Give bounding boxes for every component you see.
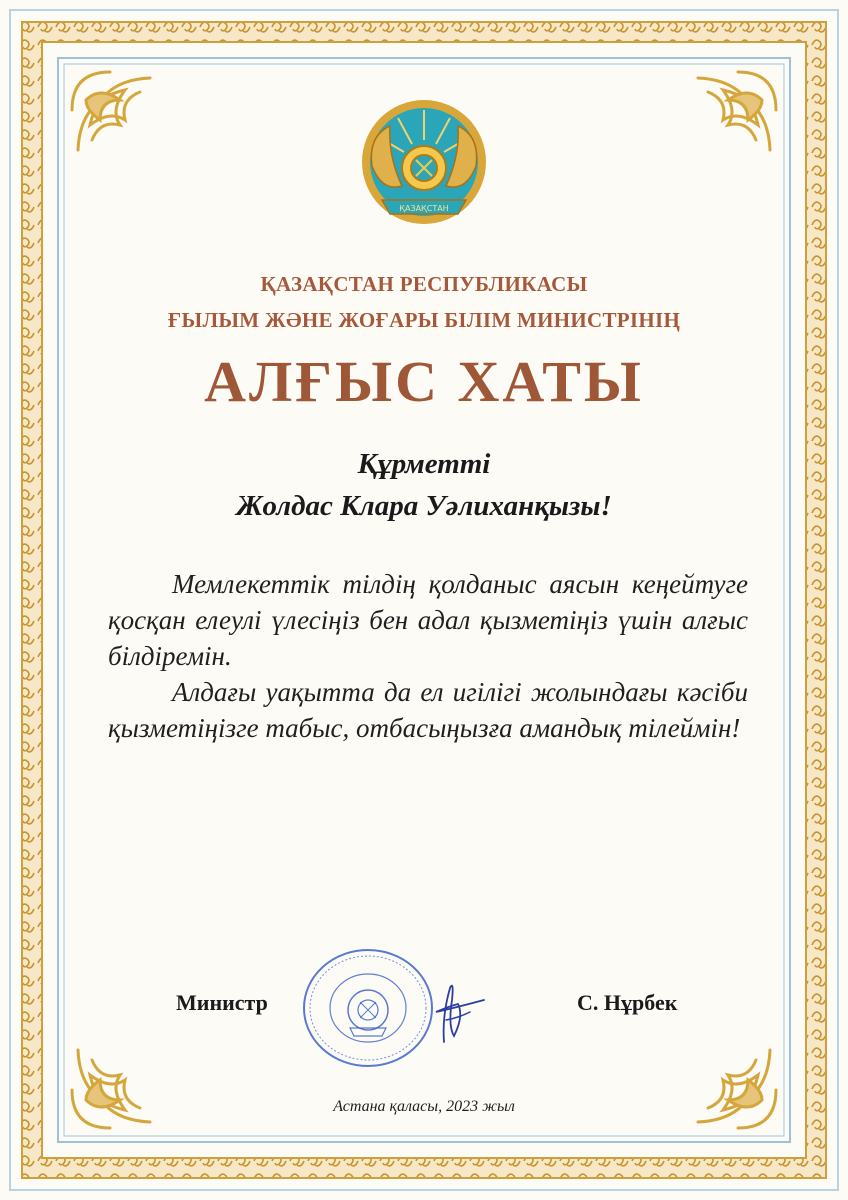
- corner-ornament-bottom-left: [72, 1050, 150, 1128]
- svg-text:ҚАЗАҚСТАН: ҚАЗАҚСТАН: [399, 204, 449, 213]
- state-emblem-icon: [358, 96, 490, 234]
- signer-title: Министр: [176, 990, 268, 1015]
- body-paragraph-2: Алдағы уақытта да ел игілігі жолындағы кәсіби қызметіңізге табыс, отбасыңызға амандық тілеймін!: [108, 677, 748, 743]
- corner-ornament-top-left: [72, 72, 150, 150]
- salutation-honorific: Құрметті: [357, 448, 491, 480]
- handwritten-signature: [424, 976, 488, 1048]
- ministry-country-heading: ҚАЗАҚСТАН РЕСПУБЛИКАСЫ: [260, 272, 588, 296]
- place-and-date: Астана қаласы, 2023 жыл: [333, 1098, 515, 1115]
- letter-body: [108, 566, 748, 746]
- corner-ornament-top-right: [698, 72, 776, 150]
- corner-ornament-bottom-right: [698, 1050, 776, 1128]
- document-title: АЛҒЫС ХАТЫ: [204, 349, 644, 414]
- ministry-name-heading: ҒЫЛЫМ ЖӘНЕ ЖОҒАРЫ БІЛІМ МИНИСТРІНІҢ: [167, 308, 681, 332]
- body-paragraph-1: Мемлекеттік тілдің қолданыс аясын кеңейтуге қосқан елеулі үлесіңіз бен адал қызметіңіз үшін алғыс білдіремін.: [108, 569, 748, 671]
- official-seal-icon: [300, 946, 436, 1070]
- signer-name: С. Нұрбек: [577, 990, 678, 1015]
- recipient-name: Жолдас Клара Уәлиханқызы!: [236, 490, 612, 522]
